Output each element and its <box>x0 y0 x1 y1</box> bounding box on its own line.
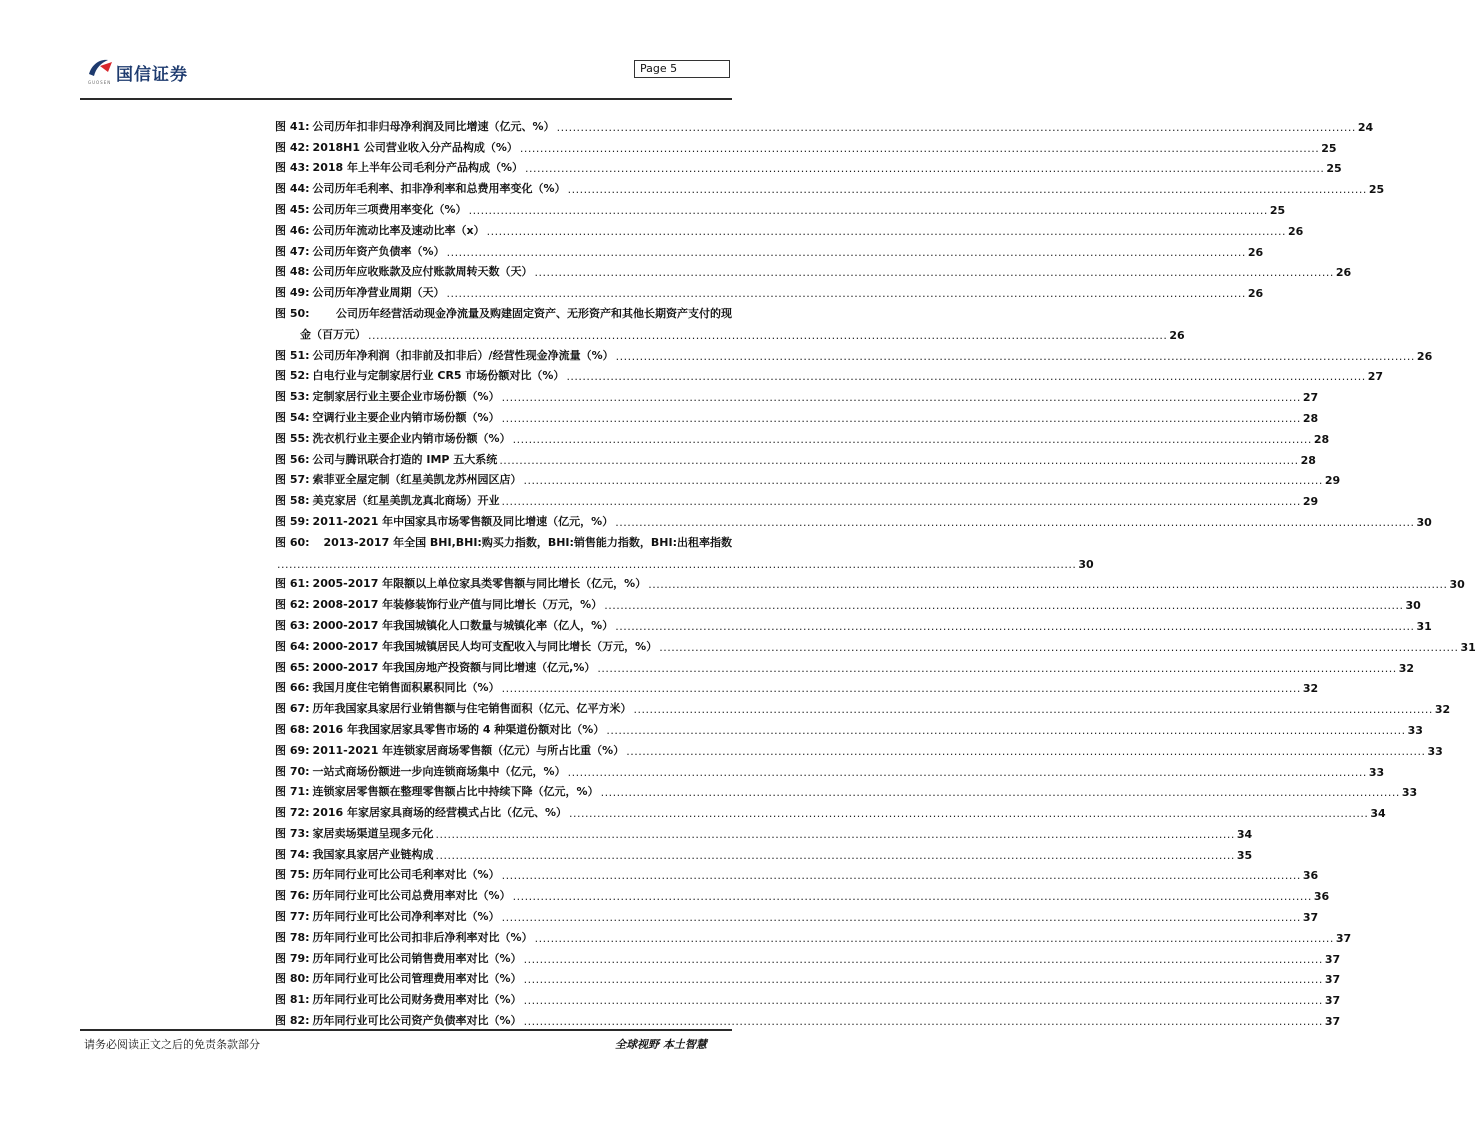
toc-leader-dots: ........................................................................................................................................................................................................ <box>512 890 1312 904</box>
toc-figure-title: 历年同行业可比公司扣非后净利率对比（%） <box>312 930 533 944</box>
logo-subtext: GUOSEN <box>88 80 112 85</box>
toc-leader-dots: ........................................................................................................................................................................................................ <box>626 744 1426 758</box>
toc-leader-dots: ........................................................................................................................................................................................................ <box>633 703 1433 717</box>
toc-page-number: 31 <box>1416 619 1432 633</box>
toc-figure-label: 图 69: <box>275 743 310 757</box>
toc-figure-label: 图 81: <box>275 993 310 1007</box>
toc-figure-label: 图 70: <box>275 764 310 778</box>
toc-leader-dots: ........................................................................................................................................................................................................ <box>501 411 1301 425</box>
toc-leader-dots: ........................................................................................................................................................................................................ <box>501 391 1301 405</box>
toc-figure-label: 图 80: <box>275 972 310 986</box>
toc-entry[interactable] <box>275 134 1337 155</box>
toc-leader-dots: ........................................................................................................................................................................................................ <box>435 848 1235 862</box>
toc-entry[interactable] <box>275 924 1352 945</box>
toc-figure-label: 图 54: <box>275 410 310 424</box>
toc-page-number: 37 <box>1324 973 1341 987</box>
toc-page-number: 32 <box>1398 661 1415 675</box>
toc-figure-title: 我国家具家居产业链构成 <box>312 847 434 861</box>
toc-figure-title: 空调行业主要企业内销市场份额（%） <box>312 410 500 424</box>
toc-entry[interactable] <box>275 238 1264 259</box>
toc-leader-dots: ........................................................................................................................................................................................................ <box>615 349 1415 363</box>
toc-page-number: 34 <box>1236 827 1253 841</box>
toc-page-number: 33 <box>1368 765 1385 779</box>
toc-leader-dots: ........................................................................................................................................................................................................ <box>368 328 1168 342</box>
toc-page-number: 26 <box>1247 245 1264 259</box>
toc-leader-dots: ........................................................................................................................................................................................................ <box>435 827 1235 841</box>
footer-divider <box>80 1029 732 1031</box>
toc-figure-title: 2013-2017 年全国 BHI,BHI:购买力指数，BHI:销售能力指数，BHI:出租率指数 <box>323 535 732 549</box>
toc-page-number: 37 <box>1302 911 1319 925</box>
toc-leader-dots: ........................................................................................................................................................................................................ <box>569 807 1369 821</box>
toc-page-number: 26 <box>1416 349 1433 363</box>
toc-figure-title: 公司历年扣非归母净利润及同比增速（亿元、%） <box>312 119 555 133</box>
toc-page-number: 37 <box>1324 952 1341 966</box>
toc-page-number: 27 <box>1302 391 1319 405</box>
toc-page-number: 24 <box>1357 120 1374 134</box>
toc-figure-label: 图 55: <box>275 431 310 445</box>
toc-page-number: 32 <box>1434 703 1451 717</box>
logo-mark-icon <box>86 56 116 82</box>
toc-entry[interactable] <box>275 425 1330 446</box>
toc-entry[interactable] <box>275 737 1443 758</box>
toc-leader-dots: ........................................................................................................................................................................................................ <box>523 952 1323 966</box>
toc-figure-title: 历年同行业可比公司资产负债率对比（%） <box>312 1014 522 1028</box>
toc-leader-dots: ........................................................................................................................................................................................................ <box>499 453 1299 467</box>
toc-page-number: 26 <box>1247 287 1264 301</box>
guosen-logo <box>84 56 214 94</box>
toc-figure-title: 一站式商场份额进一步向连锁商场集中（亿元，%） <box>312 764 566 778</box>
toc-figure-label: 图 44: <box>275 182 310 196</box>
toc-page-number: 36 <box>1302 869 1319 883</box>
toc-figure-title: 历年同行业可比公司财务费用率对比（%） <box>312 993 522 1007</box>
toc-page-number: 33 <box>1407 723 1423 737</box>
toc-leader-dots: ........................................................................................................................................................................................................ <box>566 370 1366 384</box>
toc-figure-label: 图 76: <box>275 889 310 903</box>
toc-leader-dots: ........................................................................................................................................................................................................ <box>512 432 1312 446</box>
toc-page-number: 35 <box>1236 848 1253 862</box>
toc-figure-title: 2000-2017 年我国城镇居民人均可支配收入与同比增长（万元，%） <box>312 639 658 653</box>
toc-entry[interactable] <box>275 654 1415 675</box>
toc-figure-label: 图 75: <box>275 868 310 882</box>
page-number-box: Page 5 <box>634 60 730 78</box>
toc-entry[interactable] <box>275 113 1374 134</box>
toc-figure-label: 图 57: <box>275 473 310 487</box>
toc-page-number: 26 <box>1335 266 1352 280</box>
toc-entry[interactable] <box>275 342 1433 363</box>
toc-leader-dots: ........................................................................................................................................................................................................ <box>501 869 1301 883</box>
toc-leader-dots: ........................................................................................................................................................................................................ <box>556 120 1356 134</box>
toc-page-number: 26 <box>1169 328 1185 342</box>
toc-figure-label: 图 46: <box>275 223 310 237</box>
toc-figure-label: 图 62: <box>275 598 310 612</box>
toc-page-number: 32 <box>1302 682 1319 696</box>
toc-figure-title: 定制家居行业主要企业市场份额（%） <box>312 390 500 404</box>
toc-figure-label: 图 48: <box>275 265 310 279</box>
toc-figure-label: 图 82: <box>275 1014 310 1028</box>
toc-figure-label: 图 59: <box>275 514 310 528</box>
toc-figure-label: 图 47: <box>275 244 310 258</box>
toc-entry[interactable] <box>275 279 1264 301</box>
toc-page-number: 28 <box>1313 432 1330 446</box>
toc-entry[interactable] <box>275 175 1385 197</box>
toc-page-number: 30 <box>1416 515 1432 529</box>
toc-leader-dots: ........................................................................................................................................................................................................ <box>501 911 1301 925</box>
toc-leader-dots: ........................................................................................................................................................................................................ <box>277 557 1077 571</box>
toc-leader-dots: ........................................................................................................................................................................................................ <box>525 162 1325 176</box>
toc-page-number: 30 <box>1078 557 1094 571</box>
toc-figure-label: 图 65: <box>275 660 310 674</box>
toc-figure-title: 2011-2021 年中国家具市场零售额及同比增速（亿元，%） <box>312 514 614 528</box>
toc-entry[interactable] <box>275 799 1386 821</box>
toc-figure-label: 图 78: <box>275 930 310 944</box>
toc-entry[interactable] <box>275 716 1423 737</box>
toc-figure-label: 图 52: <box>275 369 310 383</box>
toc-entry[interactable] <box>275 571 1465 592</box>
toc-figure-title: 2018H1 公司营业收入分产品构成（%） <box>312 140 518 154</box>
toc-leader-dots: ........................................................................................................................................................................................................ <box>446 287 1246 301</box>
toc-leader-dots: ........................................................................................................................................................................................................ <box>604 599 1404 613</box>
disclaimer-note: 请务必阅读正文之后的免责条款部分 <box>84 1038 260 1051</box>
toc-leader-dots: ........................................................................................................................................................................................................ <box>600 786 1400 800</box>
toc-page-number: 36 <box>1313 890 1330 904</box>
toc-leader-dots: ........................................................................................................................................................................................................ <box>468 203 1268 217</box>
toc-figure-label: 图 50: <box>275 306 310 320</box>
toc-entry[interactable] <box>275 363 1384 384</box>
toc-figure-title: 公司历年净营业周期（天） <box>312 286 445 300</box>
toc-figure-label: 图 71: <box>275 785 310 799</box>
toc-figure-label: 图 41: <box>275 119 310 133</box>
toc-leader-dots: ........................................................................................................................................................................................................ <box>606 723 1406 737</box>
toc-entry[interactable] <box>275 404 1319 425</box>
toc-figure-title-continued: 金（百万元） <box>300 327 366 341</box>
toc-leader-dots: ........................................................................................................................................................................................................ <box>534 266 1334 280</box>
toc-figure-title: 公司历年毛利率、扣非净利率和总费用率变化（%） <box>312 182 566 196</box>
toc-entry[interactable] <box>275 529 1094 571</box>
toc-entry[interactable] <box>275 841 1253 862</box>
toc-figure-title: 2005-2017 年限额以上单位家具类零售额与同比增长（亿元，%） <box>312 577 647 591</box>
toc-entry[interactable] <box>275 1007 1341 1029</box>
toc-figure-label: 图 42: <box>275 140 310 154</box>
toc-entry[interactable] <box>275 259 1352 280</box>
toc-figure-title: 2011-2021 年连锁家居商场零售额（亿元）与所占比重（%） <box>312 743 625 757</box>
toc-entry[interactable] <box>275 945 1341 966</box>
toc-leader-dots: ........................................................................................................................................................................................................ <box>648 578 1448 592</box>
toc-figure-label: 图 73: <box>275 826 310 840</box>
toc-page-number: 26 <box>1287 224 1304 238</box>
toc-figure-label: 图 68: <box>275 722 310 736</box>
toc-leader-dots: ........................................................................................................................................................................................................ <box>615 515 1415 529</box>
toc-figure-title: 2016 年我国家居家具零售市场的 4 种渠道份额对比（%） <box>312 722 605 736</box>
toc-figure-label: 图 43: <box>275 161 310 175</box>
toc-page-number: 25 <box>1321 141 1337 155</box>
toc-page-number: 28 <box>1300 453 1316 467</box>
toc-leader-dots: ........................................................................................................................................................................................................ <box>659 640 1459 654</box>
toc-figure-title: 我国月度住宅销售面积累积同比（%） <box>312 681 500 695</box>
toc-leader-dots: ........................................................................................................................................................................................................ <box>501 495 1301 509</box>
toc-entry[interactable] <box>275 196 1286 217</box>
toc-entry[interactable] <box>275 779 1418 800</box>
toc-figure-title: 历年同行业可比公司毛利率对比（%） <box>312 868 500 882</box>
toc-page-number: 30 <box>1449 578 1465 592</box>
toc-page-number: 33 <box>1401 786 1418 800</box>
toc-figure-label: 图 79: <box>275 951 310 965</box>
toc-leader-dots: ........................................................................................................................................................................................................ <box>523 1015 1323 1029</box>
logo-text: 国信证券 <box>116 65 188 85</box>
header-divider <box>80 98 732 100</box>
toc-figure-title: 历年同行业可比公司总费用率对比（%） <box>312 889 511 903</box>
toc-entry[interactable] <box>275 467 1341 488</box>
toc-leader-dots: ........................................................................................................................................................................................................ <box>523 474 1323 488</box>
toc-figure-title: 历年我国家具家居行业销售额与住宅销售面积（亿元、亿平方米） <box>312 702 632 716</box>
toc-figure-title: 历年同行业可比公司管理费用率对比（%） <box>312 972 522 986</box>
toc-leader-dots: ........................................................................................................................................................................................................ <box>567 765 1367 779</box>
toc-leader-dots: ........................................................................................................................................................................................................ <box>615 619 1415 633</box>
toc-figure-label: 图 58: <box>275 494 310 508</box>
toc-entry[interactable] <box>275 300 1185 342</box>
footer-slogan: 全球视野 本土智慧 <box>615 1038 707 1051</box>
toc-figure-label: 图 63: <box>275 618 310 632</box>
toc-entry[interactable] <box>275 966 1341 987</box>
toc-figure-title: 索菲亚全屋定制（红星美凯龙苏州园区店） <box>312 473 522 487</box>
toc-entry[interactable] <box>275 882 1330 904</box>
toc-figure-title: 公司与腾讯联合打造的 IMP 五大系统 <box>312 452 498 466</box>
toc-figure-title: 公司历年净利润（扣非前及扣非后）/经营性现金净流量（%） <box>312 348 614 362</box>
toc-figure-title: 洗衣机行业主要企业内销市场份额（%） <box>312 431 511 445</box>
toc-leader-dots: ........................................................................................................................................................................................................ <box>523 973 1323 987</box>
toc-figure-title: 美克家居（红星美凯龙真北商场）开业 <box>312 494 500 508</box>
toc-entry[interactable] <box>275 155 1342 176</box>
toc-figure-label: 图 64: <box>275 639 310 653</box>
toc-figure-label: 图 74: <box>275 847 310 861</box>
toc-figure-label: 图 67: <box>275 702 310 716</box>
toc-entry[interactable] <box>275 508 1432 529</box>
toc-figure-title: 2008-2017 年装修装饰行业产值与同比增长（万元，%） <box>312 598 603 612</box>
toc-page-number: 29 <box>1302 495 1319 509</box>
toc-entry[interactable] <box>275 986 1341 1008</box>
toc-page-number: 37 <box>1324 994 1341 1008</box>
toc-entry[interactable] <box>275 675 1319 696</box>
toc-figure-title: 2000-2017 年我国房地产投资额与同比增速（亿元,%） <box>312 660 596 674</box>
toc-leader-dots: ........................................................................................................................................................................................................ <box>501 682 1301 696</box>
toc-page-number: 31 <box>1460 640 1476 654</box>
toc-figure-title: 家居卖场渠道呈现多元化 <box>312 826 434 840</box>
toc-entry[interactable] <box>275 695 1451 717</box>
toc-page-number: 30 <box>1405 599 1421 613</box>
toc-entry[interactable] <box>275 383 1319 405</box>
toc-page-number: 34 <box>1370 807 1386 821</box>
toc-figure-title: 公司历年经营活动现金净流量及购建固定资产、无形资产和其他长期资产支付的现 <box>336 306 732 320</box>
toc-entry[interactable] <box>275 217 1304 238</box>
toc-page-number: 28 <box>1302 411 1319 425</box>
table-of-figures <box>275 113 1476 1029</box>
toc-leader-dots: ........................................................................................................................................................................................................ <box>534 931 1334 945</box>
toc-leader-dots: ........................................................................................................................................................................................................ <box>523 994 1323 1008</box>
toc-page-number: 25 <box>1326 162 1342 176</box>
toc-figure-label: 图 61: <box>275 577 310 591</box>
toc-page-number: 37 <box>1324 1015 1341 1029</box>
toc-entry[interactable] <box>275 612 1432 633</box>
toc-figure-title: 公司历年资产负债率（%） <box>312 244 445 258</box>
toc-entry[interactable] <box>275 903 1319 925</box>
toc-figure-title: 公司历年三项费用率变化（%） <box>312 202 467 216</box>
toc-figure-title: 公司历年流动比率及速动比率（x） <box>312 223 485 237</box>
toc-figure-title: 公司历年应收账款及应付账款周转天数（天） <box>312 265 533 279</box>
toc-page-number: 37 <box>1335 931 1352 945</box>
toc-entry[interactable] <box>275 487 1319 509</box>
toc-entry[interactable] <box>275 820 1253 841</box>
toc-page-number: 33 <box>1427 744 1443 758</box>
toc-leader-dots: ........................................................................................................................................................................................................ <box>567 183 1367 197</box>
toc-figure-label: 图 45: <box>275 202 310 216</box>
toc-leader-dots: ........................................................................................................................................................................................................ <box>519 141 1320 155</box>
toc-figure-title: 2000-2017 年我国城镇化人口数量与城镇化率（亿人，%） <box>312 618 614 632</box>
toc-page-number: 29 <box>1324 474 1341 488</box>
toc-figure-title: 连锁家居零售额在整理零售额占比中持续下降（亿元，%） <box>312 785 599 799</box>
toc-page-number: 25 <box>1368 183 1385 197</box>
toc-figure-title: 历年同行业可比公司销售费用率对比（%） <box>312 951 522 965</box>
toc-figure-label: 图 77: <box>275 910 310 924</box>
toc-figure-label: 图 60: <box>275 535 310 549</box>
toc-figure-label: 图 66: <box>275 681 310 695</box>
toc-leader-dots: ........................................................................................................................................................................................................ <box>446 245 1246 259</box>
toc-entry[interactable] <box>275 862 1319 883</box>
toc-entry[interactable] <box>275 446 1316 467</box>
toc-figure-title: 2018 年上半年公司毛利分产品构成（%） <box>312 161 524 175</box>
toc-entry[interactable] <box>275 591 1421 613</box>
toc-figure-label: 图 53: <box>275 390 310 404</box>
toc-figure-label: 图 51: <box>275 348 310 362</box>
toc-leader-dots: ........................................................................................................................................................................................................ <box>597 661 1397 675</box>
toc-figure-label: 图 56: <box>275 452 310 466</box>
toc-figure-label: 图 49: <box>275 286 310 300</box>
toc-page-number: 25 <box>1269 203 1286 217</box>
toc-figure-title: 2016 年家居家具商场的经营模式占比（亿元、%） <box>312 806 568 820</box>
toc-figure-label: 图 72: <box>275 806 310 820</box>
toc-figure-title: 历年同行业可比公司净利率对比（%） <box>312 910 500 924</box>
toc-entry[interactable] <box>275 633 1476 654</box>
toc-figure-title: 白电行业与定制家居行业 CR5 市场份额对比（%） <box>312 369 565 383</box>
toc-page-number: 27 <box>1367 370 1384 384</box>
toc-leader-dots: ........................................................................................................................................................................................................ <box>486 224 1286 238</box>
toc-entry[interactable] <box>275 758 1385 779</box>
